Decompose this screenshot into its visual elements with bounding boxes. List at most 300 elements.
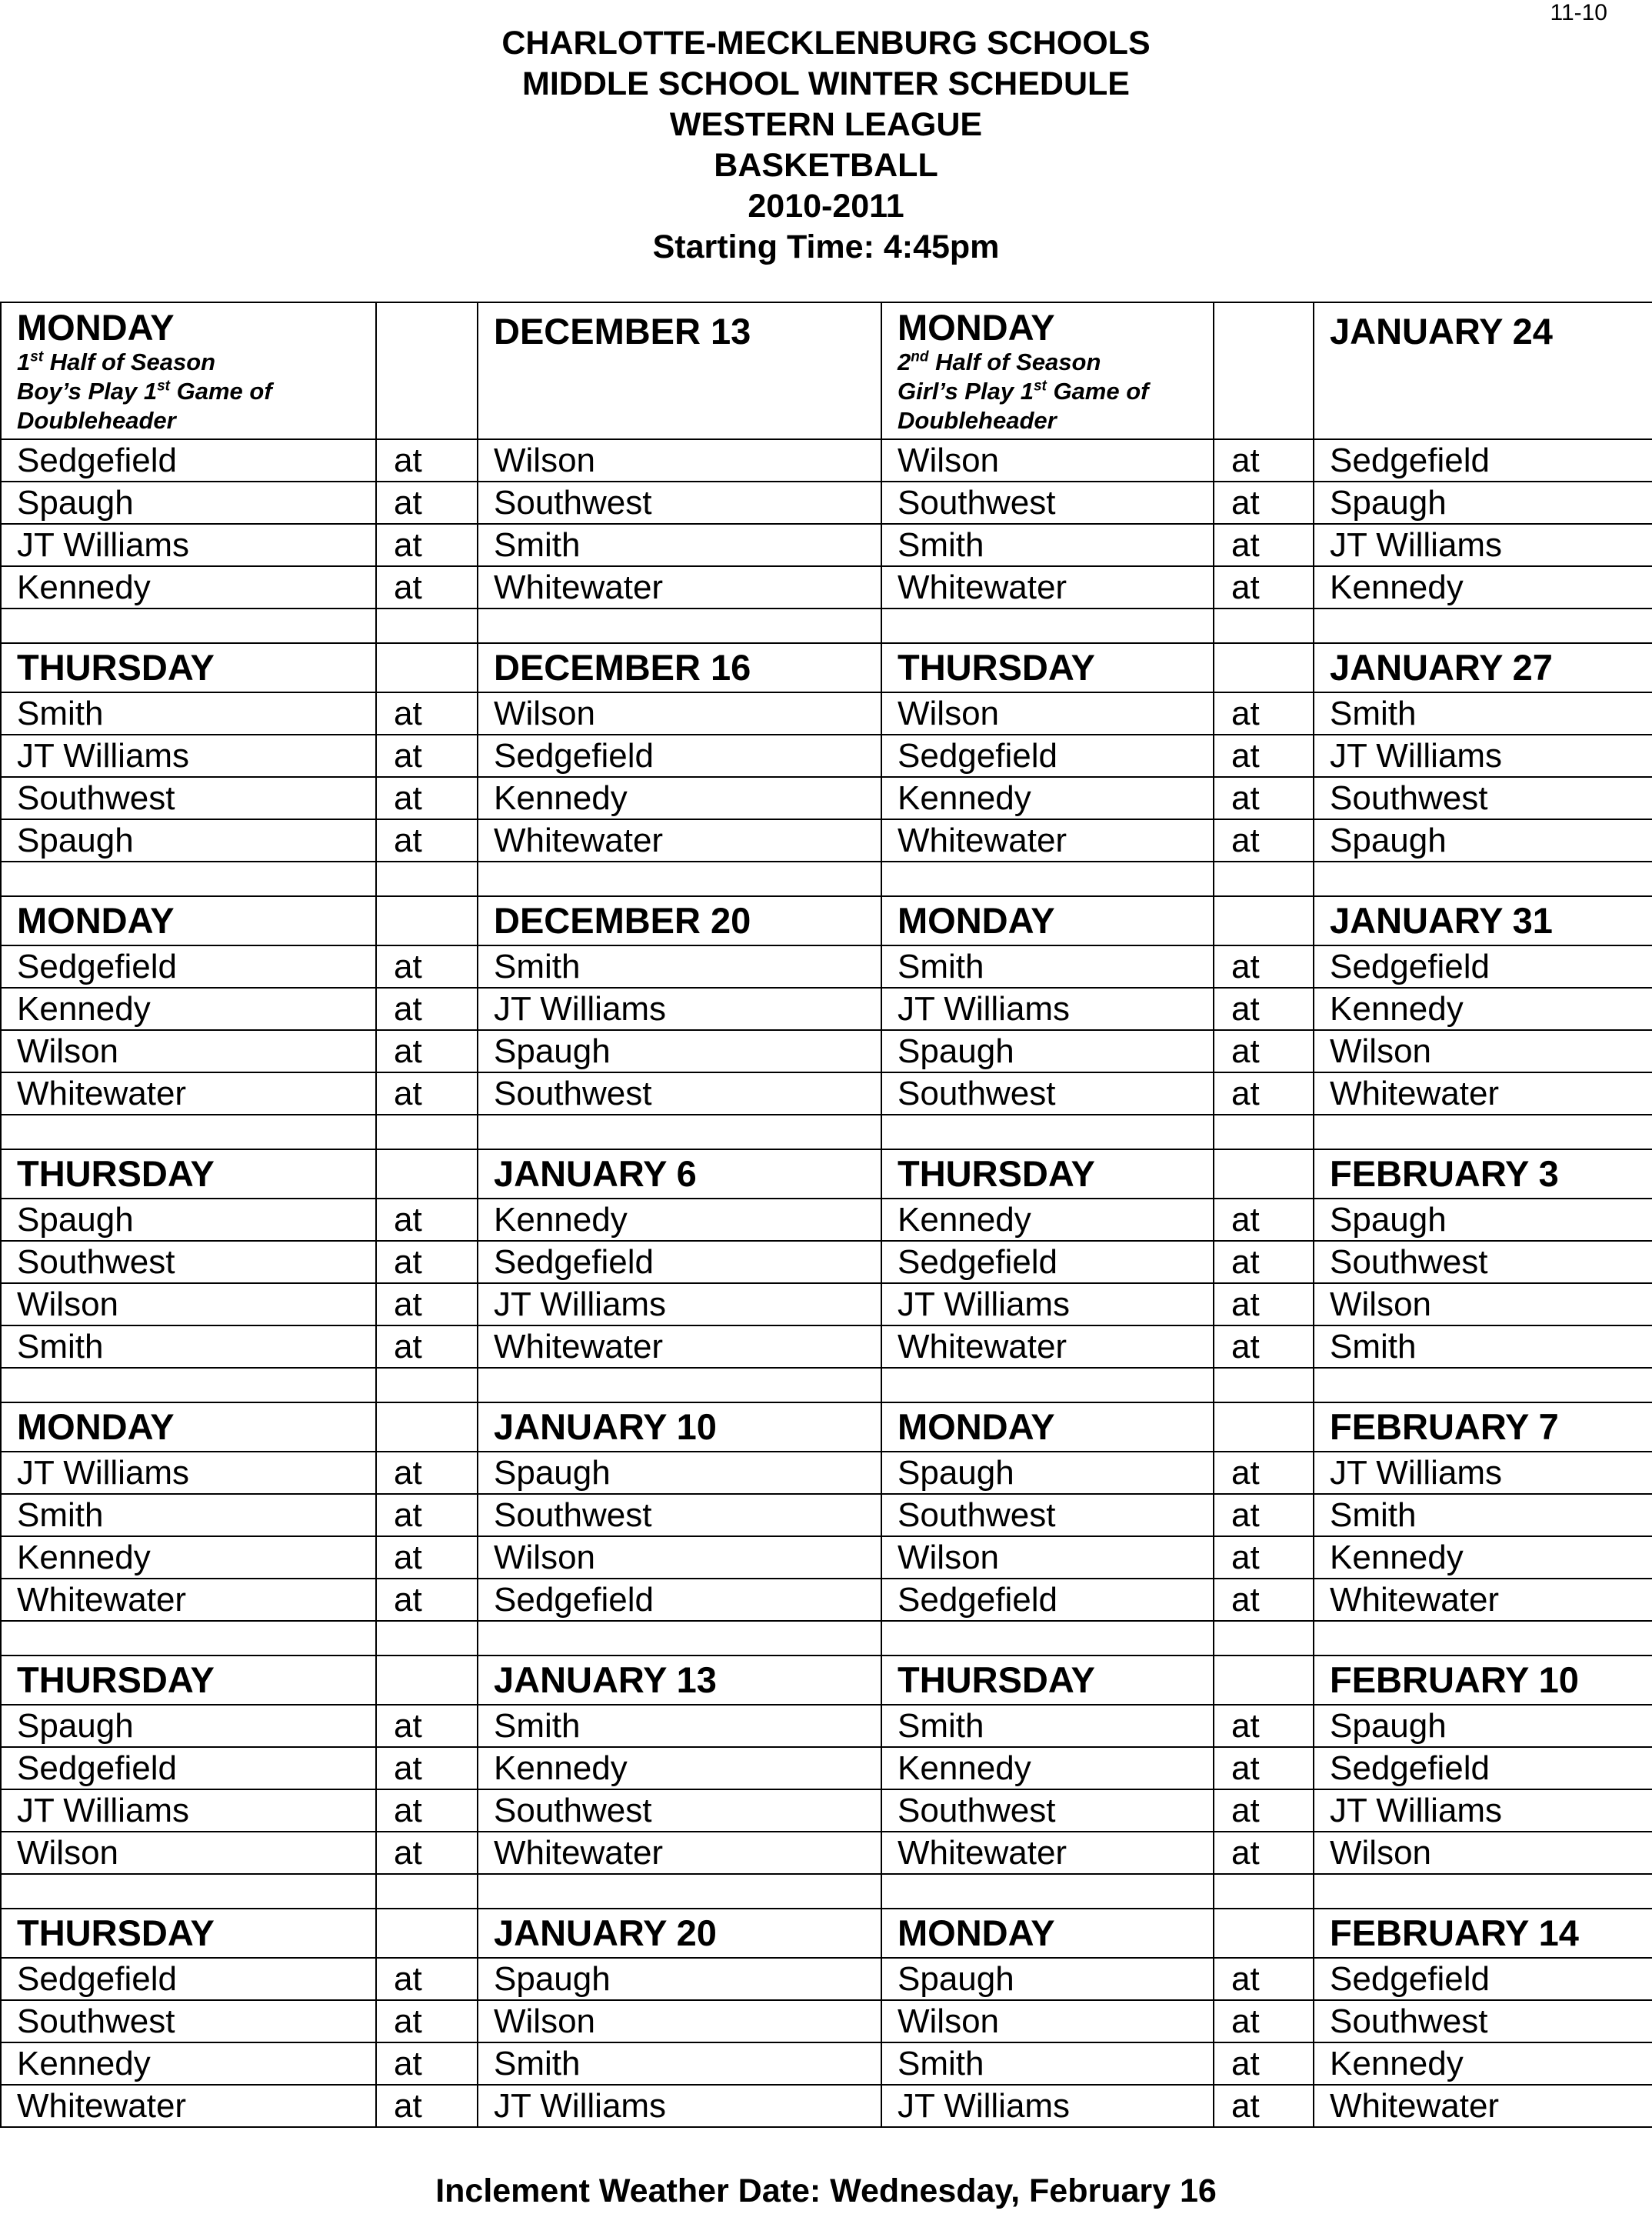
away-team-first-half: Whitewater (1, 2085, 376, 2127)
home-team-second-half: Smith (1314, 1325, 1652, 1368)
game-row (1, 1958, 1652, 2000)
doubleheader-label: Doubleheader (17, 407, 176, 434)
spacer-cell (1214, 1115, 1314, 1149)
away-team-first-half: Smith (1, 1494, 376, 1536)
home-team-second-half: Kennedy (1314, 2042, 1652, 2085)
game-row (1, 524, 1652, 566)
spacer-cell (1, 1368, 376, 1402)
home-team-first-half: Whitewater (478, 1832, 881, 1874)
home-team-second-half: Smith (1314, 1494, 1652, 1536)
away-team-first-half: JT Williams (1, 735, 376, 777)
spacer-cell (376, 1621, 478, 1655)
spacer-cell (881, 609, 1214, 643)
day-label-second-half: THURSDAY (881, 1655, 1214, 1705)
away-team-second-half: Smith (881, 2042, 1214, 2085)
home-team-first-half: Sedgefield (478, 1579, 881, 1621)
header-start-time: Starting Time: 4:45pm (652, 228, 1000, 265)
date-first-half: DECEMBER 20 (478, 896, 881, 945)
day-label-first-half: MONDAY (1, 1402, 376, 1452)
day-label-first-half: THURSDAY (1, 643, 376, 692)
game-row (1, 777, 1652, 819)
at-label: at (1214, 2085, 1314, 2127)
date-second-half: JANUARY 27 (1314, 643, 1652, 692)
spacer-cell (478, 1621, 881, 1655)
home-team-second-half: JT Williams (1314, 735, 1652, 777)
play-first-suffix: st (1033, 378, 1047, 395)
away-team-second-half: Kennedy (881, 1199, 1214, 1241)
at-label: at (1214, 1283, 1314, 1325)
away-team-first-half: Sedgefield (1, 439, 376, 482)
day-label-first-half: THURSDAY (1, 1149, 376, 1199)
half-note-first (17, 348, 375, 435)
at-label: at (1214, 777, 1314, 819)
spacer-cell (478, 609, 881, 643)
at-label: at (376, 1705, 478, 1747)
spacer-cell (376, 643, 478, 692)
home-team-first-half: Wilson (478, 2000, 881, 2042)
at-label: at (376, 2085, 478, 2127)
spacer-cell (376, 1655, 478, 1705)
home-team-second-half: Sedgefield (1314, 1747, 1652, 1789)
half-label: Half of Season (43, 348, 216, 375)
game-row (1, 1072, 1652, 1115)
spacer-cell (376, 609, 478, 643)
week-header-row (1, 1149, 1652, 1199)
spacer-row (1, 1115, 1652, 1149)
half-number: 1 (17, 348, 31, 375)
away-team-first-half: Smith (1, 1325, 376, 1368)
week-header-row (1, 1655, 1652, 1705)
game-row (1, 1536, 1652, 1579)
home-team-first-half: Southwest (478, 482, 881, 524)
game-row (1, 1789, 1652, 1832)
away-team-first-half: Spaugh (1, 482, 376, 524)
spacer-cell (1, 1621, 376, 1655)
away-team-first-half: Kennedy (1, 566, 376, 609)
at-label: at (376, 692, 478, 735)
home-team-second-half: Spaugh (1314, 1199, 1652, 1241)
at-label: at (1214, 1030, 1314, 1072)
away-team-second-half: Kennedy (881, 777, 1214, 819)
header-sport: BASKETBALL (714, 147, 938, 184)
spacer-cell (376, 1115, 478, 1149)
page-code: 11-10 (1550, 0, 1607, 25)
away-team-first-half: Spaugh (1, 1199, 376, 1241)
day-label-first-half: THURSDAY (1, 1655, 376, 1705)
at-label: at (1214, 2000, 1314, 2042)
away-team-second-half: Sedgefield (881, 1579, 1214, 1621)
home-team-second-half: Whitewater (1314, 1072, 1652, 1115)
half-label: Half of Season (928, 348, 1101, 375)
home-team-first-half: Wilson (478, 439, 881, 482)
spacer-cell (1214, 1909, 1314, 1958)
spacer-cell (1214, 609, 1314, 643)
day-label-second-half: THURSDAY (881, 1149, 1214, 1199)
spacer-cell (478, 1874, 881, 1909)
home-team-second-half: Southwest (1314, 2000, 1652, 2042)
spacer-cell (376, 1149, 478, 1199)
at-label: at (376, 1241, 478, 1283)
at-label: at (376, 777, 478, 819)
game-row (1, 692, 1652, 735)
away-team-first-half: Whitewater (1, 1579, 376, 1621)
away-team-second-half: Sedgefield (881, 1241, 1214, 1283)
at-label: at (1214, 819, 1314, 862)
at-label: at (376, 439, 478, 482)
away-team-first-half: Kennedy (1, 2042, 376, 2085)
spacer-cell (881, 1874, 1214, 1909)
away-team-second-half: Smith (881, 524, 1214, 566)
home-team-first-half: Smith (478, 1705, 881, 1747)
spacer-cell (1, 609, 376, 643)
away-team-first-half: Southwest (1, 777, 376, 819)
away-team-second-half: Spaugh (881, 1958, 1214, 2000)
away-team-first-half: Spaugh (1, 819, 376, 862)
at-label: at (1214, 566, 1314, 609)
play-first-label: Girl’s Play 1 (898, 378, 1034, 405)
home-team-second-half: JT Williams (1314, 1789, 1652, 1832)
game-row (1, 1705, 1652, 1747)
at-label: at (376, 1579, 478, 1621)
half-note-second (898, 348, 1213, 435)
spacer-cell (478, 862, 881, 896)
away-team-first-half: Wilson (1, 1283, 376, 1325)
at-label: at (376, 566, 478, 609)
at-label: at (1214, 1536, 1314, 1579)
away-team-first-half: Southwest (1, 1241, 376, 1283)
spacer-row (1, 862, 1652, 896)
header-district: CHARLOTTE-MECKLENBURG SCHOOLS (501, 25, 1151, 62)
home-team-second-half: Wilson (1314, 1283, 1652, 1325)
at-label: at (376, 1494, 478, 1536)
at-label: at (376, 1789, 478, 1832)
at-label: at (1214, 1832, 1314, 1874)
play-first-suffix: st (157, 378, 171, 395)
home-team-second-half: Whitewater (1314, 2085, 1652, 2127)
game-row (1, 1283, 1652, 1325)
away-team-second-half: Wilson (881, 2000, 1214, 2042)
day-label-second-half (881, 302, 1214, 439)
spacer-cell (1314, 1368, 1652, 1402)
game-row (1, 482, 1652, 524)
home-team-first-half: Wilson (478, 1536, 881, 1579)
spacer-row (1, 1874, 1652, 1909)
at-label: at (376, 1325, 478, 1368)
spacer-cell (1214, 1402, 1314, 1452)
away-team-second-half: Spaugh (881, 1452, 1214, 1494)
date-second-half: FEBRUARY 7 (1314, 1402, 1652, 1452)
away-team-first-half: Sedgefield (1, 1747, 376, 1789)
away-team-second-half: Whitewater (881, 1325, 1214, 1368)
away-team-first-half: Smith (1, 692, 376, 735)
half-note-line (898, 348, 1213, 377)
spacer-cell (1214, 1621, 1314, 1655)
away-team-first-half: JT Williams (1, 1789, 376, 1832)
half-number: 2 (898, 348, 911, 375)
at-label: at (376, 1958, 478, 2000)
at-label: at (376, 735, 478, 777)
spacer-row (1, 609, 1652, 643)
game-row (1, 735, 1652, 777)
header-schedule-title: MIDDLE SCHOOL WINTER SCHEDULE (522, 65, 1130, 102)
game-of-label: Game of (170, 378, 272, 405)
week-header-row (1, 643, 1652, 692)
away-team-second-half: Wilson (881, 692, 1214, 735)
date-second-half: JANUARY 31 (1314, 896, 1652, 945)
game-row (1, 1452, 1652, 1494)
spacer-cell (881, 1621, 1214, 1655)
spacer-cell (1, 862, 376, 896)
half-note-line (17, 348, 375, 377)
at-label: at (1214, 439, 1314, 482)
away-team-second-half: Spaugh (881, 1030, 1214, 1072)
home-team-second-half: Spaugh (1314, 1705, 1652, 1747)
spacer-cell (1214, 1655, 1314, 1705)
at-label: at (1214, 482, 1314, 524)
at-label: at (1214, 945, 1314, 988)
week-header-row (1, 896, 1652, 945)
home-team-second-half: Sedgefield (1314, 1958, 1652, 2000)
date-first-half: JANUARY 6 (478, 1149, 881, 1199)
date-first-half: JANUARY 10 (478, 1402, 881, 1452)
document-header (0, 23, 1652, 268)
spacer-cell (1214, 1368, 1314, 1402)
day-label-second-half: MONDAY (881, 1909, 1214, 1958)
home-team-second-half: Southwest (1314, 1241, 1652, 1283)
spacer-cell (881, 1115, 1214, 1149)
at-label: at (1214, 1452, 1314, 1494)
home-team-second-half: Sedgefield (1314, 439, 1652, 482)
game-row (1, 1325, 1652, 1368)
spacer-cell (1, 1115, 376, 1149)
at-label: at (1214, 988, 1314, 1030)
home-team-first-half: Spaugh (478, 1958, 881, 2000)
at-label: at (1214, 524, 1314, 566)
spacer-cell (478, 1368, 881, 1402)
half-note-line (898, 377, 1213, 406)
away-team-second-half: JT Williams (881, 1283, 1214, 1325)
at-label: at (1214, 1241, 1314, 1283)
game-row (1, 1494, 1652, 1536)
at-label: at (376, 1283, 478, 1325)
at-label: at (1214, 1325, 1314, 1368)
spacer-cell (376, 896, 478, 945)
game-row (1, 1747, 1652, 1789)
day-label-first-half: MONDAY (1, 896, 376, 945)
away-team-second-half: Smith (881, 945, 1214, 988)
away-team-first-half: Wilson (1, 1030, 376, 1072)
spacer-cell (478, 1115, 881, 1149)
at-label: at (376, 1199, 478, 1241)
home-team-first-half: JT Williams (478, 988, 881, 1030)
spacer-cell (1, 1874, 376, 1909)
home-team-second-half: JT Williams (1314, 524, 1652, 566)
game-row (1, 945, 1652, 988)
play-first-label: Boy’s Play 1 (17, 378, 158, 405)
spacer-cell (376, 1909, 478, 1958)
home-team-second-half: Southwest (1314, 777, 1652, 819)
at-label: at (1214, 1494, 1314, 1536)
away-team-second-half: Kennedy (881, 1747, 1214, 1789)
spacer-cell (1214, 862, 1314, 896)
home-team-first-half: Kennedy (478, 777, 881, 819)
date-second-half: FEBRUARY 14 (1314, 1909, 1652, 1958)
at-label: at (1214, 1789, 1314, 1832)
home-team-first-half: Sedgefield (478, 1241, 881, 1283)
header-league: WESTERN LEAGUE (669, 106, 983, 143)
day-label-second-half: MONDAY (881, 1402, 1214, 1452)
spacer-cell (1314, 609, 1652, 643)
date-first-half: DECEMBER 13 (478, 302, 881, 439)
away-team-second-half: JT Williams (881, 2085, 1214, 2127)
home-team-second-half: Spaugh (1314, 819, 1652, 862)
game-row (1, 988, 1652, 1030)
day-label-second-half: MONDAY (881, 896, 1214, 945)
home-team-second-half: Wilson (1314, 1832, 1652, 1874)
home-team-first-half: Southwest (478, 1072, 881, 1115)
spacer-cell (881, 862, 1214, 896)
at-label: at (376, 2042, 478, 2085)
away-team-first-half: JT Williams (1, 524, 376, 566)
spacer-cell (376, 302, 478, 439)
date-first-half: JANUARY 13 (478, 1655, 881, 1705)
game-of-label: Game of (1046, 378, 1149, 405)
at-label: at (376, 1030, 478, 1072)
home-team-first-half: Southwest (478, 1789, 881, 1832)
away-team-first-half: JT Williams (1, 1452, 376, 1494)
away-team-first-half: Spaugh (1, 1705, 376, 1747)
away-team-first-half: Kennedy (1, 1536, 376, 1579)
home-team-first-half: Smith (478, 945, 881, 988)
at-label: at (376, 1452, 478, 1494)
spacer-cell (1214, 1874, 1314, 1909)
spacer-cell (376, 1874, 478, 1909)
home-team-first-half: JT Williams (478, 1283, 881, 1325)
game-row (1, 1241, 1652, 1283)
away-team-second-half: Wilson (881, 1536, 1214, 1579)
date-second-half: FEBRUARY 3 (1314, 1149, 1652, 1199)
at-label: at (376, 1747, 478, 1789)
spacer-row (1, 1368, 1652, 1402)
home-team-second-half: Wilson (1314, 1030, 1652, 1072)
home-team-first-half: Spaugh (478, 1030, 881, 1072)
at-label: at (1214, 1747, 1314, 1789)
home-team-second-half: Sedgefield (1314, 945, 1652, 988)
home-team-second-half: Kennedy (1314, 1536, 1652, 1579)
at-label: at (1214, 735, 1314, 777)
home-team-second-half: Kennedy (1314, 988, 1652, 1030)
home-team-first-half: Smith (478, 2042, 881, 2085)
away-team-first-half: Southwest (1, 2000, 376, 2042)
schedule-body (1, 302, 1652, 2127)
home-team-first-half: Sedgefield (478, 735, 881, 777)
spacer-cell (376, 862, 478, 896)
day-label-second-half-text: MONDAY (898, 307, 1055, 348)
spacer-cell (376, 1402, 478, 1452)
doubleheader-label: Doubleheader (898, 407, 1057, 434)
game-row (1, 819, 1652, 862)
day-label-second-half: THURSDAY (881, 643, 1214, 692)
day-label-first-half: THURSDAY (1, 1909, 376, 1958)
at-label: at (376, 988, 478, 1030)
away-team-first-half: Kennedy (1, 988, 376, 1030)
game-row (1, 2042, 1652, 2085)
away-team-first-half: Sedgefield (1, 945, 376, 988)
home-team-second-half: JT Williams (1314, 1452, 1652, 1494)
away-team-first-half: Whitewater (1, 1072, 376, 1115)
home-team-first-half: JT Williams (478, 2085, 881, 2127)
spacer-row (1, 1621, 1652, 1655)
week-header-row (1, 302, 1652, 439)
date-second-half: JANUARY 24 (1314, 302, 1652, 439)
spacer-cell (1314, 862, 1652, 896)
half-number-suffix: nd (911, 348, 929, 365)
home-team-first-half: Wilson (478, 692, 881, 735)
spacer-cell (1214, 302, 1314, 439)
at-label: at (1214, 1072, 1314, 1115)
week-header-row (1, 1909, 1652, 1958)
away-team-second-half: JT Williams (881, 988, 1214, 1030)
inclement-weather-note: Inclement Weather Date: Wednesday, February 16 (435, 2172, 1217, 2209)
spacer-cell (376, 1368, 478, 1402)
game-row (1, 566, 1652, 609)
at-label: at (376, 2000, 478, 2042)
home-team-first-half: Whitewater (478, 566, 881, 609)
at-label: at (376, 1832, 478, 1874)
date-second-half: FEBRUARY 10 (1314, 1655, 1652, 1705)
away-team-second-half: Southwest (881, 1072, 1214, 1115)
game-row (1, 1832, 1652, 1874)
away-team-first-half: Wilson (1, 1832, 376, 1874)
game-row (1, 1579, 1652, 1621)
away-team-second-half: Southwest (881, 1789, 1214, 1832)
spacer-cell (1314, 1621, 1652, 1655)
spacer-cell (1214, 896, 1314, 945)
home-team-first-half: Whitewater (478, 1325, 881, 1368)
home-team-second-half: Whitewater (1314, 1579, 1652, 1621)
away-team-first-half: Sedgefield (1, 1958, 376, 2000)
spacer-cell (1214, 1149, 1314, 1199)
at-label: at (1214, 1579, 1314, 1621)
home-team-first-half: Spaugh (478, 1452, 881, 1494)
at-label: at (1214, 1958, 1314, 2000)
away-team-second-half: Smith (881, 1705, 1214, 1747)
home-team-second-half: Smith (1314, 692, 1652, 735)
away-team-second-half: Wilson (881, 439, 1214, 482)
at-label: at (1214, 1705, 1314, 1747)
at-label: at (376, 819, 478, 862)
date-first-half: JANUARY 20 (478, 1909, 881, 1958)
game-row (1, 2085, 1652, 2127)
away-team-second-half: Southwest (881, 482, 1214, 524)
at-label: at (376, 945, 478, 988)
home-team-first-half: Whitewater (478, 819, 881, 862)
week-header-row (1, 1402, 1652, 1452)
away-team-second-half: Whitewater (881, 819, 1214, 862)
at-label: at (376, 1072, 478, 1115)
schedule-table (0, 302, 1652, 2128)
at-label: at (376, 482, 478, 524)
at-label: at (1214, 1199, 1314, 1241)
away-team-second-half: Southwest (881, 1494, 1214, 1536)
game-row (1, 1199, 1652, 1241)
header-season: 2010-2011 (748, 188, 904, 225)
home-team-first-half: Kennedy (478, 1199, 881, 1241)
at-label: at (376, 1536, 478, 1579)
spacer-cell (1214, 643, 1314, 692)
day-label-first-half-text: MONDAY (17, 307, 175, 348)
away-team-second-half: Sedgefield (881, 735, 1214, 777)
